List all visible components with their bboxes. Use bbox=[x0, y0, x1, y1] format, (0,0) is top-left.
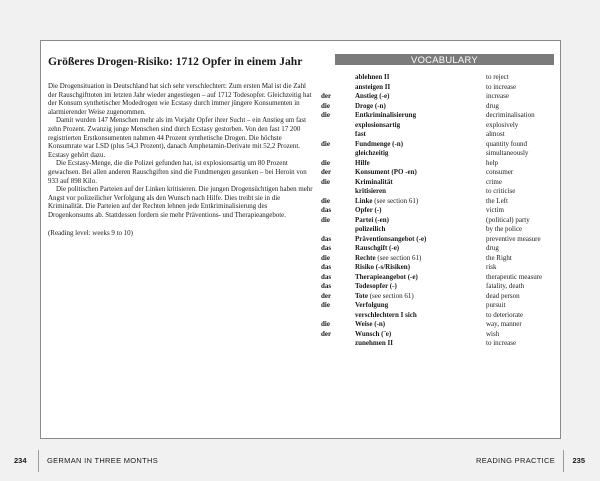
vocab-translation: the Left bbox=[486, 196, 508, 205]
vocab-note: (see section 61) bbox=[374, 196, 419, 205]
vocab-word-cell bbox=[355, 140, 486, 150]
vocab-translation: pursuit bbox=[486, 301, 506, 310]
vocab-word: polizeilich bbox=[355, 225, 386, 234]
vocab-article: die bbox=[321, 111, 330, 120]
vocab-word-cell bbox=[355, 330, 486, 340]
vocab-word-cell bbox=[355, 292, 486, 302]
vocab-row bbox=[321, 311, 561, 321]
vocab-translation: preventive measure bbox=[486, 234, 541, 243]
vocab-article bbox=[321, 149, 355, 159]
vocab-word-cell bbox=[355, 225, 486, 235]
vocab-translation: quantity found bbox=[486, 139, 528, 148]
vocab-article: die bbox=[321, 139, 330, 148]
vocab-article: das bbox=[321, 234, 332, 243]
vocab-article: die bbox=[321, 158, 330, 167]
vocab-row bbox=[321, 273, 561, 283]
vocab-article: der bbox=[321, 329, 332, 338]
vocab-article: die bbox=[321, 301, 330, 310]
vocab-word-cell bbox=[355, 216, 486, 226]
vocab-word-cell bbox=[355, 311, 486, 321]
vocab-word-cell bbox=[355, 320, 486, 330]
vocab-word-cell bbox=[355, 235, 486, 245]
article-paragraph: Damit wurden 147 Menschen mehr als im Vorjahr Opfer ihrer Sucht – ein Anstieg um fast zehn Prozent. Zwanzig junge Menschen sind durch Ecstasy gestorben. Von den fast 17 200 registrierten Erstkonsumenten nahmen 44 Prozent synthetische Drogen. Die höchste Konsumrate war LSD (plus 54,3 Prozent), danach Amphetamin-Derivate mit 52,2 Prozent. Ecstasy gehört dazu. bbox=[48, 116, 307, 159]
vocab-word-cell bbox=[355, 206, 486, 216]
vocab-translation: way, manner bbox=[486, 320, 522, 329]
vocab-word: Todesopfer (-) bbox=[355, 282, 397, 291]
right-page-number: 235 bbox=[572, 456, 585, 465]
vocab-article: das bbox=[321, 206, 332, 215]
vocab-translation: increase bbox=[486, 92, 509, 101]
vocab-word: fast bbox=[355, 130, 366, 139]
page-spread bbox=[40, 40, 561, 439]
vocab-translation: to reject bbox=[486, 73, 509, 81]
vocab-article bbox=[321, 130, 355, 140]
vocab-row bbox=[321, 197, 561, 207]
vocab-article: die bbox=[321, 101, 330, 110]
vocab-translation: therapeutic measure bbox=[486, 272, 543, 281]
vocab-word: Hilfe bbox=[355, 158, 370, 167]
vocab-article bbox=[321, 187, 355, 197]
vocab-word: explosionsartig bbox=[355, 120, 401, 129]
vocab-translation: (political) party bbox=[486, 215, 530, 224]
vocab-row bbox=[321, 216, 561, 226]
vocab-row bbox=[321, 282, 561, 292]
vocab-article: das bbox=[321, 272, 332, 281]
vocab-word-cell bbox=[355, 159, 486, 169]
article-title: Größeres Drogen-Risiko: 1712 Opfer in einem Jahr bbox=[48, 55, 303, 68]
vocab-article: das bbox=[321, 282, 332, 291]
vocab-word-cell bbox=[355, 263, 486, 273]
article-paragraph: Die Drogensituation in Deutschland hat sich sehr verschlechtert: Zum ersten Mal ist die Zahl der Rauschgifttoten im letzten Jahr wieder angestiegen – auf 1712 Todesopfer. Gleichzeitig hat der Konsum synthetischer Modedrogen wie Ecstasy durch immer jüngere Konsumenten in alarmierender Weise zugenommen. bbox=[48, 82, 312, 116]
page-footer bbox=[0, 453, 600, 469]
vocab-article bbox=[321, 311, 355, 321]
vocab-article: die bbox=[321, 320, 330, 329]
vocab-note: (see section 61) bbox=[377, 253, 422, 262]
vocab-word: Risiko (-s/Risiken) bbox=[355, 263, 411, 272]
vocab-row bbox=[321, 320, 561, 330]
vocab-translation: decriminalisation bbox=[486, 111, 535, 120]
vocab-word-cell bbox=[355, 254, 486, 264]
vocab-word-cell bbox=[355, 273, 486, 283]
vocab-word-cell bbox=[355, 83, 486, 93]
left-footer-label: GERMAN IN THREE MONTHS bbox=[47, 456, 159, 465]
footer-divider bbox=[38, 450, 39, 472]
vocab-word: Partei (-en) bbox=[355, 215, 390, 224]
footer-divider bbox=[563, 450, 564, 472]
vocab-row bbox=[321, 92, 561, 102]
vocab-word: Therapieangebot (-e) bbox=[355, 272, 418, 281]
vocab-row bbox=[321, 301, 561, 311]
vocab-word: verschlechtern I sich bbox=[355, 310, 417, 319]
vocab-row bbox=[321, 102, 561, 112]
vocab-article bbox=[321, 121, 355, 131]
vocab-row bbox=[321, 187, 561, 197]
vocab-article bbox=[321, 73, 355, 83]
vocab-word: Anstieg (-e) bbox=[355, 92, 390, 101]
vocab-word-cell bbox=[355, 244, 486, 254]
vocab-translation: help bbox=[486, 158, 499, 167]
vocab-article bbox=[321, 225, 355, 235]
vocab-word-cell bbox=[355, 121, 486, 131]
vocab-row bbox=[321, 339, 561, 349]
vocab-translation: drug bbox=[486, 244, 499, 253]
vocab-row bbox=[321, 130, 561, 140]
vocab-word: kritisieren bbox=[355, 187, 386, 196]
vocab-row bbox=[321, 206, 561, 216]
vocab-translation: consumer bbox=[486, 168, 514, 177]
vocab-article: der bbox=[321, 291, 332, 300]
vocab-article bbox=[321, 83, 355, 93]
vocab-word: Konsument (PO -en) bbox=[355, 168, 417, 177]
vocab-row bbox=[321, 140, 561, 150]
vocab-translation: victim bbox=[486, 206, 504, 215]
vocab-word: Verfolgung bbox=[355, 301, 389, 310]
vocab-row bbox=[321, 168, 561, 178]
vocab-translation: fatality, death bbox=[486, 282, 525, 291]
vocab-translation: the Right bbox=[486, 253, 512, 262]
vocab-note: (see section 61) bbox=[369, 291, 414, 300]
vocab-word-cell bbox=[355, 187, 486, 197]
reading-level: (Reading level: weeks 9 to 10) bbox=[48, 228, 133, 237]
article-paragraph: Die Ecstasy-Menge, die die Polizei gefunden hat, ist explosionsartig um 80 Prozent gewachsen. Bei allen anderen Rauschgiften sind die Fundmengen gesunken – bei Heroin von 933 auf 898 Kilo. bbox=[48, 159, 307, 185]
vocab-article bbox=[321, 339, 355, 349]
vocab-word-cell bbox=[355, 301, 486, 311]
vocab-word-cell bbox=[355, 130, 486, 140]
vocab-row bbox=[321, 263, 561, 273]
vocab-row bbox=[321, 121, 561, 131]
vocab-row bbox=[321, 244, 561, 254]
article-paragraph: Die politischen Parteien auf der Linken kritisieren. Die jungen Drogensüchtigen haben mehr Angst vor polizeilicher Verfolgung als den Wunsch nach Hilfe. Dies treibt sie in die Kriminalität. Die Parteien auf der Rechten lehnen jede Entkriminalisierung des Drogenkonsums ab. Stattdessen fordern sie mehr Präventions- und Therapieangebote. bbox=[48, 185, 313, 219]
vocab-translation: simultaneously bbox=[486, 149, 529, 158]
vocab-article: das bbox=[321, 244, 332, 253]
vocab-word: ansteigen II bbox=[355, 82, 391, 91]
vocabulary-header: VOCABULARY bbox=[335, 54, 554, 65]
vocab-word: Rauschgift (-e) bbox=[355, 244, 400, 253]
vocab-word-cell bbox=[355, 73, 486, 83]
vocab-translation: crime bbox=[486, 177, 502, 186]
vocab-word: Entkriminalisierung bbox=[355, 111, 417, 120]
vocab-word: Wunsch (¨e) bbox=[355, 329, 392, 338]
vocab-translation: to increase bbox=[486, 339, 517, 348]
vocab-article: die bbox=[321, 253, 330, 262]
vocab-row bbox=[321, 254, 561, 264]
vocab-word-cell bbox=[355, 111, 486, 121]
vocab-row bbox=[321, 178, 561, 188]
vocab-word: gleichzeitig bbox=[355, 149, 389, 158]
vocab-translation: risk bbox=[486, 263, 497, 272]
vocab-word: Droge (-n) bbox=[355, 101, 386, 110]
vocab-word: ablehnen II bbox=[355, 73, 390, 81]
vocab-word: Kriminalität bbox=[355, 177, 393, 186]
vocab-word: Tote bbox=[355, 291, 368, 300]
vocab-word-cell bbox=[355, 178, 486, 188]
vocab-translation: wish bbox=[486, 329, 500, 338]
vocab-row bbox=[321, 73, 561, 83]
vocab-word-cell bbox=[355, 102, 486, 112]
right-footer-label: READING PRACTICE bbox=[476, 456, 555, 465]
vocab-row bbox=[321, 330, 561, 340]
vocab-translation: dead person bbox=[486, 291, 520, 300]
vocab-translation: by the police bbox=[486, 225, 523, 234]
vocab-translation: explosively bbox=[486, 120, 519, 129]
vocab-row bbox=[321, 225, 561, 235]
vocab-article: der bbox=[321, 168, 332, 177]
vocab-row bbox=[321, 159, 561, 169]
vocab-word: Linke bbox=[355, 196, 373, 205]
vocab-article: die bbox=[321, 215, 330, 224]
vocab-word-cell bbox=[355, 168, 486, 178]
vocab-word: zunehmen II bbox=[355, 339, 393, 348]
vocab-row bbox=[321, 149, 561, 159]
vocab-article: der bbox=[321, 92, 332, 101]
vocab-word-cell bbox=[355, 339, 486, 349]
vocab-translation: almost bbox=[486, 130, 505, 139]
vocab-row bbox=[321, 292, 561, 302]
vocab-article: das bbox=[321, 263, 332, 272]
vocab-word: Präventionsangebot (-e) bbox=[355, 234, 427, 243]
vocab-word-cell bbox=[355, 197, 486, 207]
vocab-row bbox=[321, 235, 561, 245]
left-page-number: 234 bbox=[14, 456, 27, 465]
vocab-translation: to deteriorate bbox=[486, 310, 524, 319]
vocab-word: Rechte bbox=[355, 253, 376, 262]
vocab-word: Fundmenge (-n) bbox=[355, 139, 404, 148]
vocab-word-cell bbox=[355, 92, 486, 102]
vocab-row bbox=[321, 83, 561, 93]
vocab-word: Weise (-n) bbox=[355, 320, 386, 329]
vocab-word-cell bbox=[355, 282, 486, 292]
vocabulary-list bbox=[321, 73, 561, 349]
vocab-word-cell bbox=[355, 149, 486, 159]
vocab-article: die bbox=[321, 196, 330, 205]
article bbox=[48, 55, 313, 237]
vocab-word: Opfer (-) bbox=[355, 206, 382, 215]
vocab-translation: drug bbox=[486, 101, 499, 110]
vocab-translation: to criticise bbox=[486, 187, 516, 196]
vocab-row bbox=[321, 111, 561, 121]
vocab-translation: to increase bbox=[486, 82, 517, 91]
vocab-article: die bbox=[321, 177, 330, 186]
